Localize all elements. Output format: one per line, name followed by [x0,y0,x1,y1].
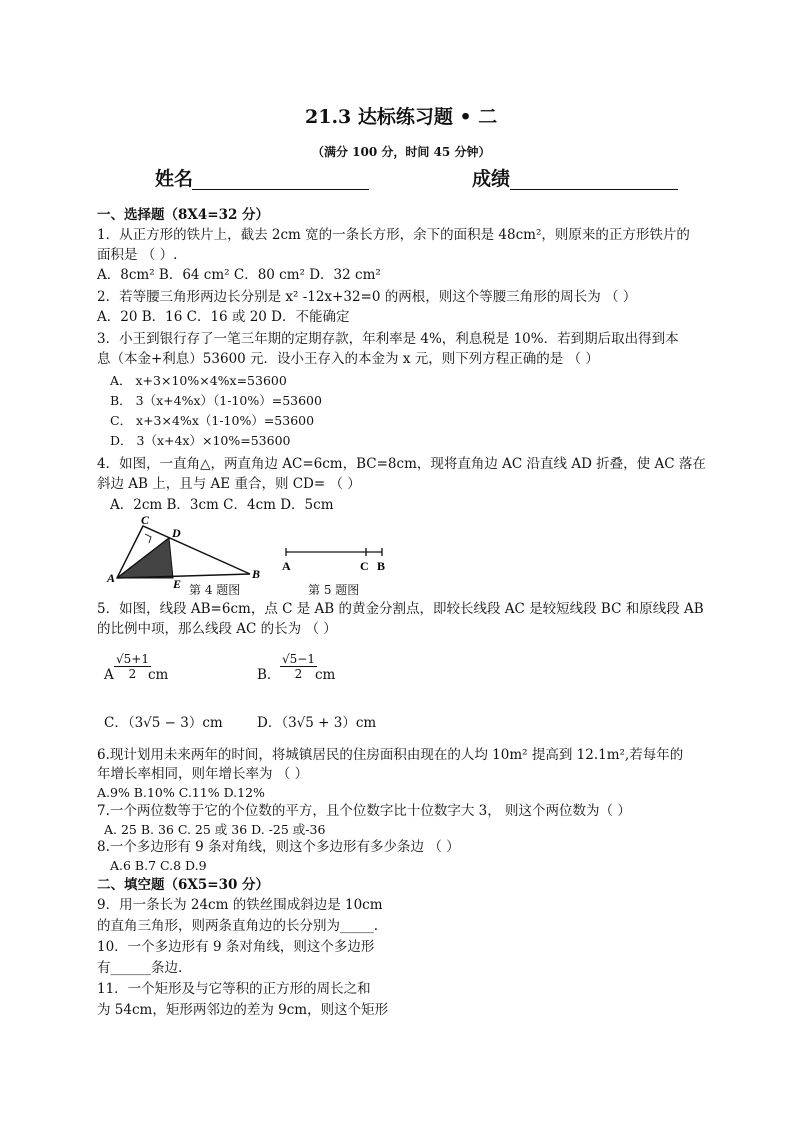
q8-options: A.6 B.7 C.8 D.9 [110,858,207,873]
q4-triangle-figure [105,512,265,594]
q1-line2: 面积是 （ ）. [97,247,178,263]
name-label: 姓名 [155,168,194,190]
q5-line2: 的比例中项，那么线段 AC 的长为 （ ） [97,621,337,637]
page-title: 21.3 达标练习题 • 二 [305,106,498,128]
q9-line1: 9．用一条长为 24cm 的铁丝围成斜边是 10cm [97,897,383,913]
section2-heading: 二、填空题（6X5=30 分） [97,877,270,893]
q11-line1: 11．一个矩形及与它等积的正方形的周长之和 [97,981,371,997]
q3-option-a: A． x+3×10%×4%x=53600 [110,373,287,388]
q4-options: A．2cm B．3cm C．4cm D．5cm [110,497,334,513]
score-label: 成绩 [472,168,511,190]
q6-line2: 年增长率相同，则年增长率为 （ ） [97,766,309,782]
fig5-label-a: A [282,559,291,573]
q5-option-b-prefix: B． [257,667,281,683]
q5-option-a-unit: cm [148,667,169,683]
name-field[interactable] [192,189,369,190]
q2-options: A．20 B．16 C．16 或 20 D．不能确定 [97,309,350,325]
q1-options: A．8cm² B．64 cm² C．80 cm² D．32 cm² [97,267,381,283]
fig4-label-b: B [252,567,261,581]
fig4-label-e: E [173,577,182,591]
q4-line1: 4．如图，一直角△，两直角边 AC=6cm，BC=8cm，现将直角边 AC 沿直线 AD 折叠，使 AC 落在 [97,456,706,472]
q2-line1: 2．若等腰三角形两边长分别是 x² -12x+32=0 的两根，则这个等腰三角形的周长为 （ ） [97,289,637,305]
q9-line2: 的直角三角形，则两条直角边的长分别为_____. [97,918,379,934]
q7-line1: 7.一个两位数等于它的个位数的平方，且个位数字比十位数字大 3， 则这个两位数为（ ） [97,803,631,819]
q7-options: A. 25 B. 36 C. 25 或 36 D. -25 或-36 [104,822,326,837]
q5-option-a-prefix: A [104,667,114,683]
q10-line1: 10．一个多边形有 9 条对角线，则这个多边形 [97,939,375,955]
q3-line1: 3．小王到银行存了一笔三年期的定期存款，年利率是 4%，利息税是 10%．若到期后取出得到本 [97,331,679,347]
score-field[interactable] [510,189,678,190]
fig4-label-c: C [141,513,150,527]
fig4-caption: 第 4 题图 [189,583,241,597]
fig5-label-c: C [360,559,369,573]
q5-option-b-unit: cm [315,667,336,683]
q4-line2: 斜边 AB 上，且与 AE 重合，则 CD= （ ） [97,476,361,492]
q5-option-b-fraction: $\frac{√5-1}{2}$ [282,652,315,681]
q6-options: A.9% B.10% C.11% D.12% [97,785,265,800]
fig5-label-b: B [377,559,386,573]
q5-segment-figure [280,540,390,574]
q5-option-d: D．（3√5 + 3）cm [257,715,377,731]
fig4-label-a: A [107,571,116,585]
q1-line1: 1．从正方形的铁片上，截去 2cm 宽的一条长方形，余下的面积是 48cm²，则原来的正方形铁片的 [97,227,690,243]
q5-line1: 5．如图，线段 AB=6cm，点 C 是 AB 的黄金分割点，即较长线段 AC 是较短线段 BC 和原线段 AB [97,601,704,617]
q3-option-c: C． x+3×4%x（1-10%）=53600 [110,413,315,428]
q10-line2: 有______条边. [97,960,183,976]
q8-line1: 8.一个多边形有 9 条对角线，则这个多边形有多少条边 （ ） [97,839,460,855]
q11-line2: 为 54cm，矩形两邻边的差为 9cm，则这个矩形 [97,1002,389,1018]
fig5-caption: 第 5 题图 [308,583,360,597]
q3-option-b: B． 3（x+4%x）（1-10%）=53600 [110,393,322,408]
q5-option-a-fraction: $\frac{√5+1}{2}$ [116,652,149,681]
q3-option-d: D． 3（x+4x）×10%=53600 [110,433,291,448]
q6-line1: 6.现计划用未来两年的时间，将城镇居民的住房面积由现在的人均 10m² 提高到 12.1m²,若每年的 [97,747,684,763]
fig4-label-d: D [172,526,181,540]
q3-line2: 息（本金+利息）53600 元．设小王存入的本金为 x 元，则下列方程正确的是 （ ） [97,351,599,367]
page-subtitle: （满分 100 分，时间 45 分钟） [312,145,491,159]
q5-option-c: C．（3√5 − 3）cm [104,715,223,731]
section1-heading: 一、选择题（8X4=32 分） [97,207,270,223]
